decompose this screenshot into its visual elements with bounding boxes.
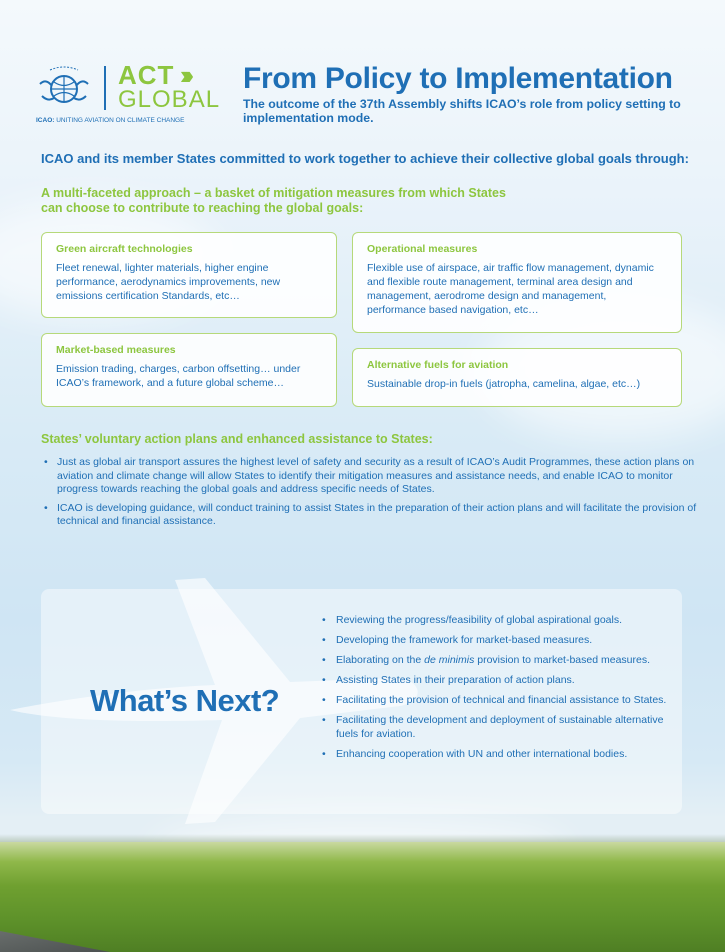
logo-act: ACT	[118, 60, 175, 90]
measure-title: Market-based measures	[56, 344, 176, 356]
list-item: • Developing the framework for market-based measures.	[322, 634, 672, 648]
list-item: • Reviewing the progress/feasibility of global aspirational goals.	[322, 614, 672, 628]
list-item	[322, 654, 672, 668]
measure-title: Alternative fuels for aviation	[367, 359, 509, 371]
whats-next-list	[322, 614, 672, 768]
item-text-tail: provision to market-based measures.	[474, 654, 651, 666]
measure-box-green-aircraft	[41, 232, 337, 318]
logo-global: GLOBAL	[118, 86, 221, 113]
measure-title: Green aircraft technologies	[56, 243, 193, 255]
item-emphasis: de minimis	[424, 654, 475, 666]
measure-title: Operational measures	[367, 243, 478, 255]
approach-heading: A multi-faceted approach – a basket of mitigation measures from which States can choose to contribute to reaching the global goals:	[41, 186, 506, 215]
list-item: • Facilitating the provision of technical and financial assistance to States.	[322, 694, 672, 708]
page-title: From Policy to Implementation	[243, 62, 673, 95]
tagline-acronym: ICAO:	[36, 117, 55, 124]
logo-tagline	[36, 117, 184, 124]
list-item: • Assisting States in their preparation of action plans.	[322, 674, 672, 688]
item-text: Elaborating on the	[336, 654, 422, 666]
list-item: • Enhancing cooperation with UN and other international bodies.	[322, 748, 672, 762]
tagline-text: UNITING AVIATION ON CLIMATE CHANGE	[54, 117, 185, 124]
measure-text: Flexible use of airspace, air traffic flow management, dynamic and flexible route management, terminal area design and management, aerodrome design and management, performance based navigation, etc…	[367, 262, 654, 316]
logo-arrows-icon: ›››	[180, 60, 188, 90]
measure-text: Fleet renewal, lighter materials, higher engine performance, aerodynamics improvements, new emissions certification Standards, etc…	[56, 262, 281, 302]
page-subtitle: The outcome of the 37th Assembly shifts ICAO’s role from policy setting to implementation mode.	[243, 97, 681, 125]
grass-field	[0, 842, 725, 952]
action-plans-list	[41, 456, 701, 534]
list-item: • ICAO is developing guidance, will conduct training to assist States in the preparation of their action plans and will facilitate the provision of technical and financial assistance.	[41, 502, 701, 529]
lead-statement: ICAO and its member States committed to work together to achieve their collective global goals through:	[41, 151, 689, 166]
logo-separator	[104, 66, 106, 110]
list-item: • Just as global air transport assures the highest level of safety and security as a result of ICAO’s Audit Programmes, these action plans on aviation and climate change will allow States to identify their mitigation measures and assistance needs, and enable ICAO to monitor progress towards reaching the global goals and address specific needs of States.	[41, 456, 701, 497]
whats-next-title: What’s Next?	[90, 683, 280, 718]
measure-box-market-based	[41, 333, 337, 407]
measure-text: Emission trading, charges, carbon offsetting… under ICAO’s framework, and a future global scheme…	[56, 363, 301, 389]
action-plans-heading: States’ voluntary action plans and enhanced assistance to States:	[41, 432, 433, 446]
measure-box-operational	[352, 232, 682, 333]
measure-box-alternative-fuels	[352, 348, 682, 407]
list-item: • Facilitating the development and deployment of sustainable alternative fuels for aviation.	[322, 714, 672, 741]
measure-text: Sustainable drop-in fuels (jatropha, camelina, algae, etc…)	[367, 378, 641, 390]
icao-emblem-icon	[36, 62, 92, 112]
